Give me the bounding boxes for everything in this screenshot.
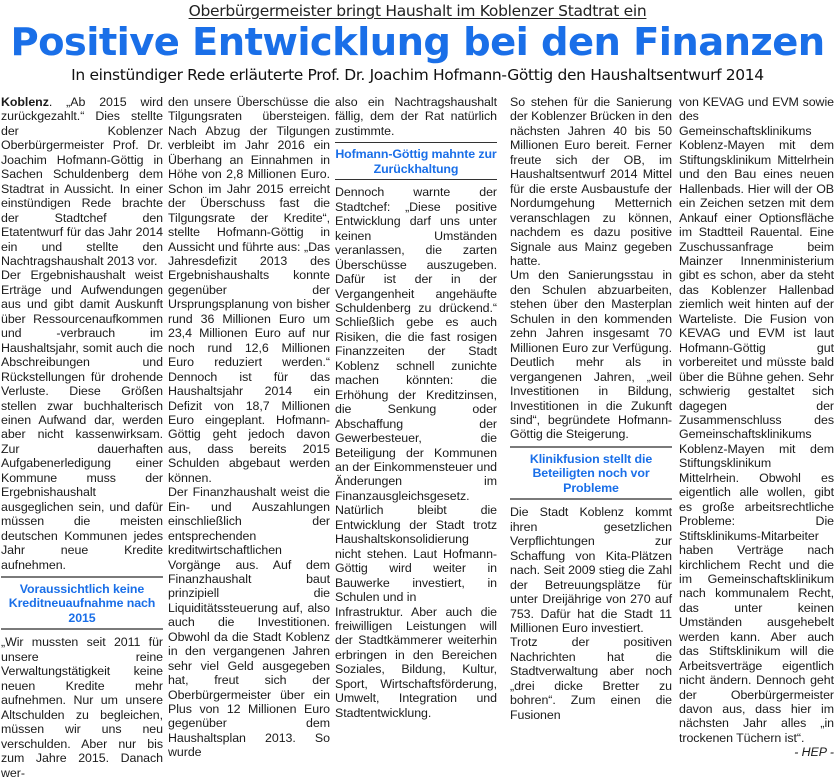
paragraph: Dennoch warnte der Stadtchef: „Diese positive Entwicklung darf uns unter keinen Umständen veranlassen, die zarten Überschüsse auszugeben. Dafür ist der in der Vergangenheit angehäufte Schuldenberg zu drückend.“ Schließlich gebe es auch Risiken, die die fast rosigen Finanzzeiten der Stadt Koblenz schnell zunichte machen könnten: die Erhöhung der Kreditzinsen, die Senkung oder Abschaffung der Gewerbesteuer, die Beteiligung der Kommunen an der Einkommensteuer und Änderungen im Finanzausgleichsgesetz. [335,185,497,503]
paragraph: Der Ergebnishaushalt weist Erträge und Aufwendungen aus und gibt damit Auskunft über Ressourcenaufkommen und -verbrauch im Haushaltsjahr, somit auch die Abschreibungen und Rückstellungen für drohende Verluste. Diese Größen stellen zwar buchhalterisch einen Aufwand dar, werden aber nicht kassenwirksam. Zur dauerhaften Aufgabenerledigung einer Kommune muss der Ergebnishaushalt ausgeglichen sein, und dafür müssen die meisten deutschen Kommunen jedes Jahr neue Kredite aufnehmen. [1,268,163,572]
paragraph: Die Stadt Koblenz kommt ihren gesetzlichen Verpflichtungen zur Schaffung von Kita-Plätzen nach. Seit 2009 stieg die Zahl der Betreuungsplätze für unter Dreijährige von 270 auf 753. Dafür hat die Stadt 11 Millionen Euro investiert. [510,505,672,635]
paragraph: Um den Sanierungsstau in den Schulen abzuarbeiten, stehen über den Masterplan Schulen in den kommenden zehn Jahren insgesamt 70 Millionen Euro zur Verfügung. Deutlich mehr als in vergangenen Jahren, „weil Investitionen in Bildung, Investitionen in die Zukunft sind“, begründete Hofmann-Göttig die Steigerung. [510,268,672,442]
paragraph: „Wir mussten seit 2011 für unsere reine Verwaltungstätigkeit keine neuen Kredite mehr aufnehmen. Nur um unsere Altschulden zu begleichen, müssen wir uns neu verschulden. Aber nur bis zum Jahre 2015. Danach wer- [1,635,163,780]
paragraph: von KEVAG und EVM sowie des Gemeinschaftsklinikums Koblenz-Mayen mit dem Stiftungsklinikum Mittelrhein und den Bau eines neuen Hallenbads. Hier will der OB ein Zeichen setzen mit dem Ankauf einer Optionsfläche im Stadtteil Rauental. Eine Zuschussanfrage beim Mainzer Innenministerium gibt es schon, aber da steht das Koblenzer Hallenbad ziemlich weit hinten auf der Warteliste. Die Fusion von KEVAG und EVM ist laut Hofmann-Göttig gut vorbereitet und müsste bald über die Bühne gehen. Sehr schwierig gestaltet sich dagegen der Zusammenschluss des Gemeinschaftsklinikums Koblenz-Mayen mit dem Stiftungsklinikum Mittelrhein. Obwohl es eigentlich alle wollen, gibt es große arbeitsrechtliche Probleme: Die Stiftsklinikums-Mitarbeiter haben Verträge nach kirchlichem Recht und die im Gemeinschaftsklinikum nach kommunalem Recht, das unter keinen Umständen ausgehebelt werden kann. Aber auch das Stiftsklinikum will die Arbeitsverträge eigentlich nicht ändern. Dennoch geht der Oberbürgermeister davon aus, dass hier im nächsten Jahr alles „in trockenen Tüchern ist“. [679,95,834,745]
paragraph: den unsere Überschüsse die Tilgungsraten übersteigen. Nach Abzug der Tilgungen verbleibt im Jahr 2016 ein Überhang an Einnahmen in Höhe von 2,8 Millionen Euro. Schon im Jahr 2015 erreicht der Überschuss fast die Tilgungsrate der Kredite“, stellte Hofmann-Göttig in Aussicht und führte aus: „Das Jahresdefizit 2013 des Ergebnishaushalts konnte gegenüber der Ursprungsplanung von bisher rund 36 Millionen Euro um 23,4 Millionen Euro auf nur noch rund 12,6 Millionen Euro reduziert werden.“ Dennoch ist für das Haushaltsjahr 2014 ein Defizit von 18,7 Millionen Euro eingeplant. Hofmann-Göttig geht jedoch davon aus, dass bereits 2015 Schulden abgebaut werden können. [168,95,330,485]
kicker-text: Oberbürgermeister bringt Haushalt im Koblenzer Stadtrat ein [188,2,647,20]
paragraph [1,95,163,268]
subheading: Hofmann-Göttig mahnte zur Zurückhaltung [335,142,497,180]
column-5 [679,95,834,760]
column-4 [510,95,672,722]
column-2 [168,95,330,760]
article-headline: Positive Entwicklung bei den Finanzen [10,20,825,65]
article-kicker [0,2,835,20]
dateline: Koblenz [1,95,49,109]
paragraph-text: . „Ab 2015 wird zurückgezahlt.“ Dies stellte der Koblenzer Oberbürgermeister Prof. Dr. Joachim Hofmann-Göttig in Sachen Schuldenberg dem Stadtrat in Aussicht. In einer einstündigen Rede brachte der Stadtchef den Etatentwurf für das Jahr 2014 ein und stellte den Nachtragshaushalt 2013 vor. [1,95,163,268]
subheading: Voraussichtlich keine Kreditneuaufnahme nach 2015 [1,576,163,631]
article-subline: In einstündiger Rede erläuterte Prof. Dr. Joachim Hofmann-Göttig den Haushaltsentwurf 2014 [71,66,764,84]
subheading: Klinikfusion stellt die Beteiligten noch vor Probleme [510,446,672,501]
paragraph: Der Finanzhaushalt weist die Ein- und Auszahlungen einschließlich der entsprechenden kreditwirtschaftlichen Vorgänge aus. Auf dem Finanzhaushalt baut prinzipiell die Liquiditätssteuerung auf, also auch die Investitionen. Obwohl da die Stadt Koblenz in den vergangenen Jahren sehr viel Geld ausgegeben hat, freut sich der Oberbürgermeister über ein Plus von 12 Millionen Euro gegenüber dem Haushaltsplan 2013. So wurde [168,485,330,760]
paragraph: also ein Nachtragshaushalt fällig, dem der Rat natürlich zustimmte. [335,95,497,138]
article-body [0,95,835,780]
paragraph: Trotz der positiven Nachrichten hat die Stadtverwaltung aber noch „drei dicke Bretter zu bohren“. Zum einen die Fusionen [510,635,672,722]
paragraph: Infrastruktur. Aber auch die freiwilligen Leistungen will der Stadtkämmerer weiterhin erbringen in den Bereichen Soziales, Bildung, Kultur, Sport, Wirtschaftsförderung, Umwelt, Integration und Stadtentwicklung. [335,604,497,720]
paragraph: So stehen für die Sanierung der Koblenzer Brücken in den nächsten Jahren 40 bis 50 Millionen Euro bereit. Ferner freute sich der OB, im Haushaltsentwurf 2014 Mittel für die erste Ausbaustufe der Nordumgehung Metternich veranschlagen zu können, nachdem es dazu positive Signale aus Mainz gegeben hatte. [510,95,672,268]
column-3 [335,95,497,720]
paragraph: Natürlich bleibt die Entwicklung der Stadt trotz Haushaltskonsolidierung nicht stehen. Laut Hofmann-Göttig wird weiter in Bauwerke investiert, in Schulen und in [335,503,497,605]
author-signature: - HEP - [794,745,834,760]
column-1 [1,95,163,780]
